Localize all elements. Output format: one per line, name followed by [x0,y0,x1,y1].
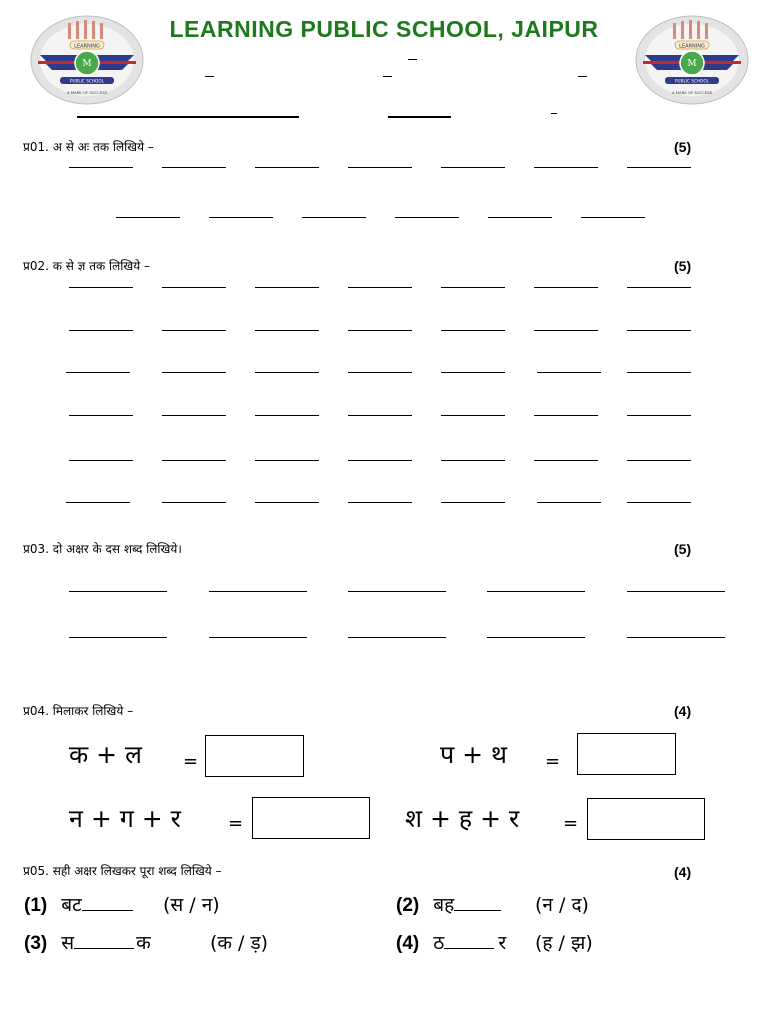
svg-text:M: M [82,59,92,69]
writing-blank[interactable] [487,591,585,592]
answer-box[interactable] [252,797,370,839]
writing-blank[interactable] [487,637,585,638]
fill-item-2 [396,896,501,915]
word-start: बट [61,894,82,916]
writing-blank[interactable] [162,502,226,503]
letter-options: (क / ड़) [210,932,269,954]
writing-blank[interactable] [534,330,598,331]
letter-options: (ह / झ) [535,932,593,954]
fill-blank[interactable] [74,948,134,949]
writing-blank[interactable] [441,287,505,288]
writing-blank[interactable] [488,217,552,218]
writing-blank[interactable] [69,167,133,168]
question-2-marks: (5) [674,258,692,274]
name-blank[interactable] [77,116,299,118]
item-number: (4) [396,933,420,954]
writing-blank[interactable] [348,591,446,592]
writing-blank[interactable] [441,502,505,503]
answer-box[interactable] [587,798,705,840]
writing-blank[interactable] [534,460,598,461]
writing-blank[interactable] [69,591,167,592]
question-2-label: प्र02. क से ज्ञ तक लिखिये – [23,259,151,273]
word-start: बह [433,894,455,916]
school-logo-right [635,15,749,105]
writing-blank[interactable] [441,167,505,168]
writing-blank[interactable] [66,372,130,373]
question-4-label: प्र04. मिलाकर लिखिये – [23,704,134,718]
writing-blank[interactable] [255,167,319,168]
combine-expression: क + ल [69,740,142,769]
word-start: स [61,932,75,954]
writing-blank[interactable] [581,217,645,218]
writing-blank[interactable] [255,372,319,373]
writing-blank[interactable] [534,167,598,168]
writing-blank[interactable] [348,372,412,373]
class-blank[interactable] [388,116,451,118]
question-5-label: प्र05. सही अक्षर लिखकर पूरा शब्द लिखिये – [23,864,222,878]
header-dash [551,113,557,114]
logo-motto: A MARK OF SUCCESS [671,90,713,95]
item-number: (1) [24,895,48,916]
logo-motto: A MARK OF SUCCESS [66,90,108,95]
fill-blank[interactable] [454,910,501,911]
logo-text: LEARNING [679,43,705,50]
writing-blank[interactable] [69,460,133,461]
writing-blank[interactable] [255,415,319,416]
equals-sign: = [228,813,244,834]
writing-blank[interactable] [348,167,412,168]
writing-blank[interactable] [627,591,725,592]
writing-blank[interactable] [209,591,307,592]
writing-blank[interactable] [627,287,691,288]
writing-blank[interactable] [348,415,412,416]
header-dash [205,76,214,77]
writing-blank[interactable] [627,637,725,638]
header-dash [578,76,587,77]
writing-blank[interactable] [441,372,505,373]
writing-blank[interactable] [627,415,691,416]
fill-item-1 [24,896,133,915]
writing-blank[interactable] [69,415,133,416]
writing-blank[interactable] [627,502,691,503]
svg-text:M: M [687,59,697,69]
writing-blank[interactable] [537,502,601,503]
answer-box[interactable] [205,735,304,777]
writing-blank[interactable] [537,372,601,373]
question-4-marks: (4) [674,703,692,719]
writing-blank[interactable] [302,217,366,218]
equals-sign: = [183,751,199,772]
word-start: ठ [433,932,445,954]
fill-blank[interactable] [444,948,494,949]
item-number: (3) [24,933,48,954]
writing-blank[interactable] [348,637,446,638]
writing-blank[interactable] [255,330,319,331]
writing-blank[interactable] [534,287,598,288]
writing-blank[interactable] [441,415,505,416]
writing-blank[interactable] [348,502,412,503]
question-1-marks: (5) [674,139,692,155]
writing-blank[interactable] [69,330,133,331]
question-3-marks: (5) [674,541,692,557]
writing-blank[interactable] [441,460,505,461]
fill-blank[interactable] [82,910,133,911]
writing-blank[interactable] [162,330,226,331]
writing-blank[interactable] [162,167,226,168]
header-dash [408,59,417,60]
writing-blank[interactable] [348,287,412,288]
school-logo-left [30,15,144,105]
answer-box[interactable] [577,733,676,775]
writing-blank[interactable] [395,217,459,218]
header-dash [383,76,392,77]
writing-blank[interactable] [209,637,307,638]
writing-blank[interactable] [627,460,691,461]
writing-blank[interactable] [348,330,412,331]
question-1-label: प्र01. अ से अः तक लिखिये – [23,140,154,154]
word-end: क [136,932,151,954]
writing-blank[interactable] [534,415,598,416]
writing-blank[interactable] [255,460,319,461]
equals-sign: = [563,813,579,834]
writing-blank[interactable] [627,372,691,373]
writing-blank[interactable] [66,502,130,503]
writing-blank[interactable] [116,217,180,218]
logo-band-text: PUBLIC SCHOOL [70,78,104,84]
question-3-label: प्र03. दो अक्षर के दस शब्द लिखिये। [23,542,182,556]
combine-expression: न + ग + र [69,804,181,833]
logo-band-text: PUBLIC SCHOOL [675,78,709,84]
writing-blank[interactable] [162,460,226,461]
writing-blank[interactable] [162,415,226,416]
combine-expression: श + ह + र [405,804,520,833]
writing-blank[interactable] [255,287,319,288]
combine-expression: प + थ [440,740,508,769]
writing-blank[interactable] [627,330,691,331]
writing-blank[interactable] [627,167,691,168]
writing-blank[interactable] [255,502,319,503]
question-5-marks: (4) [674,864,692,880]
fill-item-4 [396,934,506,953]
writing-blank[interactable] [348,460,412,461]
writing-blank[interactable] [69,637,167,638]
letter-options: (स / न) [163,894,220,916]
writing-blank[interactable] [69,287,133,288]
fill-item-3 [24,934,151,953]
item-number: (2) [396,895,420,916]
writing-blank[interactable] [441,330,505,331]
letter-options: (न / द) [535,894,589,916]
equals-sign: = [545,751,561,772]
word-end: र [498,932,507,954]
logo-text: LEARNING [74,43,100,50]
writing-blank[interactable] [162,287,226,288]
school-title: LEARNING PUBLIC SCHOOL, JAIPUR [169,16,599,42]
writing-blank[interactable] [209,217,273,218]
writing-blank[interactable] [162,372,226,373]
